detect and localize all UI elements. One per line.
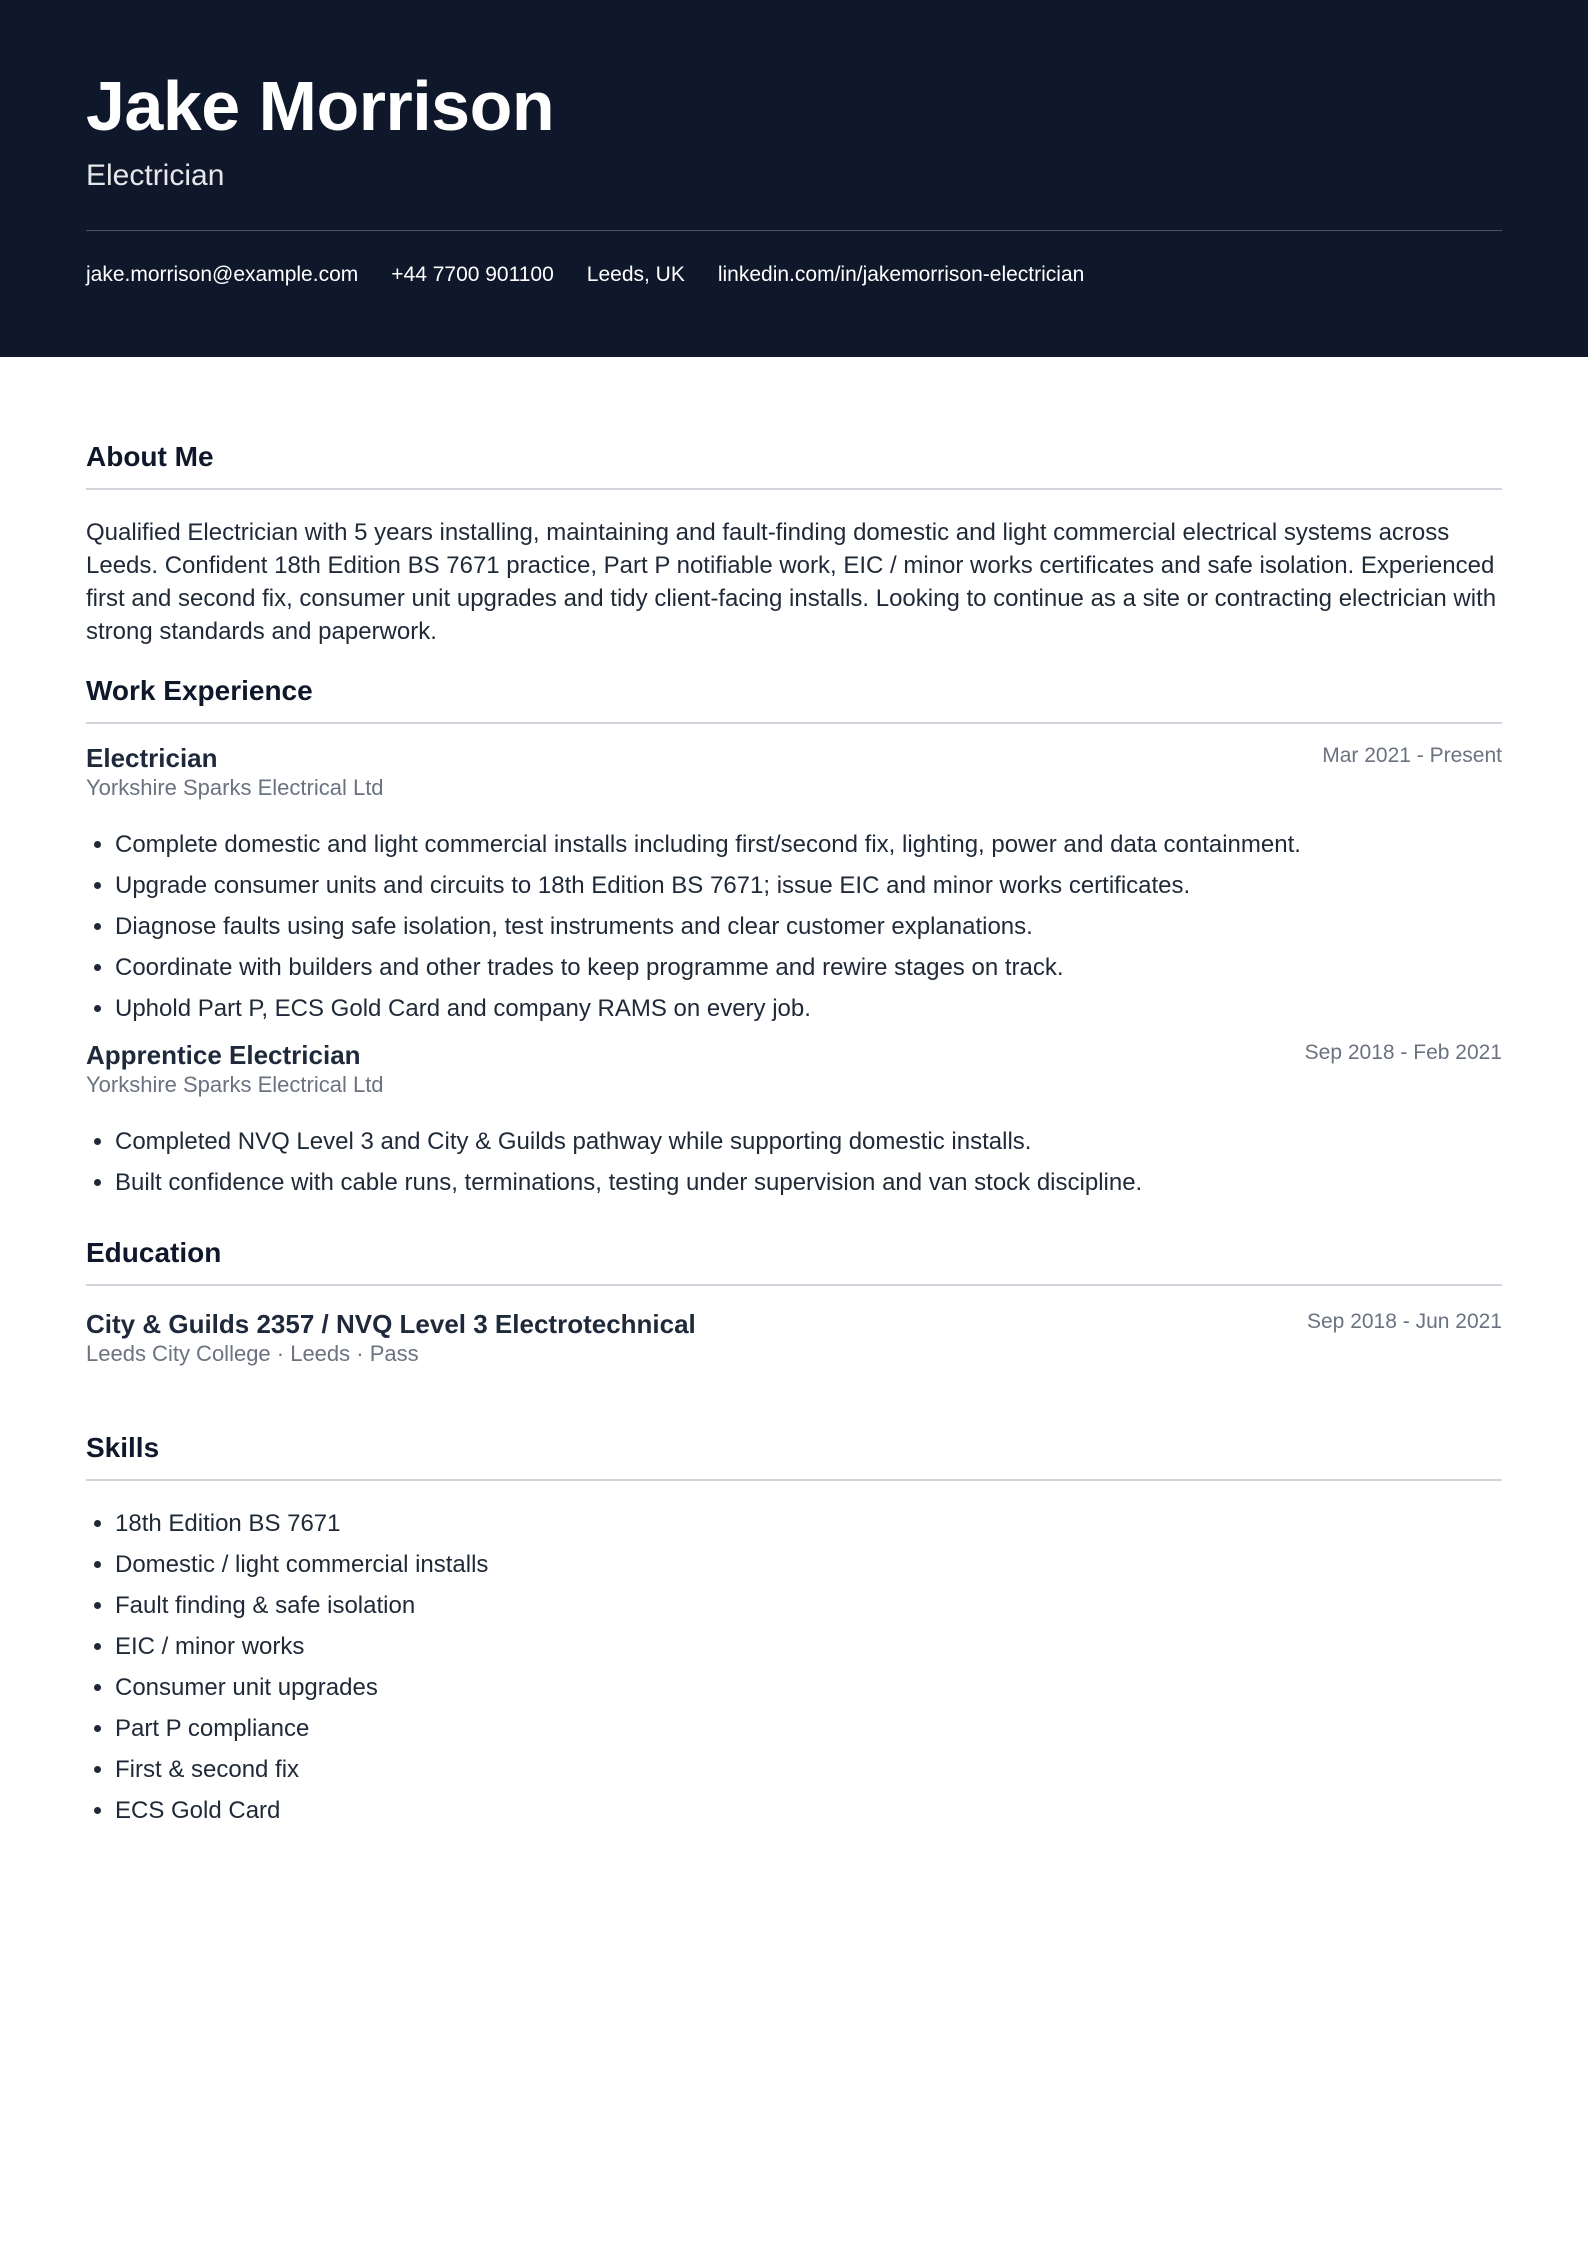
education-details: Leeds City College · Leeds · Pass [86,1341,419,1366]
skill-item: • Part P compliance [115,1708,1502,1749]
list-item: • Upgrade consumer units and circuits to 18th Edition BS 7671; issue EIC and minor works certificates. [115,865,1502,906]
header-divider [86,230,1502,231]
list-item: • Complete domestic and light commercial installs including first/second fix, lighting, power and data containment. [115,824,1502,865]
education-section [86,1235,1502,1368]
skills-section [86,1430,1502,1831]
list-item: • Coordinate with builders and other trades to keep programme and rewire stages on track. [115,947,1502,988]
skill-item: • 18th Edition BS 7671 [115,1503,1502,1544]
skill-item: • Fault finding & safe isolation [115,1585,1502,1626]
list-item: • Uphold Part P, ECS Gold Card and company RAMS on every job. [115,988,1502,1029]
list-item: • Completed NVQ Level 3 and City & Guilds pathway while supporting domestic installs. [115,1121,1502,1162]
job-dates: Mar 2021 - Present [1322,744,1502,767]
contact-location: Leeds, UK [586,263,685,286]
contact-linkedin[interactable]: linkedin.com/in/jakemorrison-electrician [717,263,1085,286]
resume-body [0,357,1588,1831]
section-divider [86,1479,1502,1481]
resume-header [0,0,1588,357]
skill-item: • First & second fix [115,1749,1502,1790]
about-section [86,439,1502,648]
contact-email[interactable]: jake.morrison@example.com [86,263,359,286]
contact-phone[interactable]: +44 7700 901100 [391,263,554,286]
about-text: Qualified Electrician with 5 years installing, maintaining and fault-finding domestic and light commercial electrical systems across Leeds. Confident 18th Edition BS 7671 practice, Part P notifiable work, EIC / minor works certificates and safe isolation. Experienced first and second fix, consumer unit upgrades and tidy client-facing installs. Looking to continue as a site or contracting electrician with strong standards and paperwork. [86,519,1497,645]
skill-item: • EIC / minor works [115,1626,1502,1667]
job-company: Yorkshire Sparks Electrical Ltd [86,775,384,800]
contact-row [86,261,1502,289]
education-title: City & Guilds 2357 / NVQ Level 3 Electrotechnical [86,1309,696,1339]
candidate-title: Electrician [86,159,225,192]
skills-list [86,1503,1502,1831]
education-heading: Education [86,1237,222,1268]
section-divider [86,488,1502,490]
skills-heading: Skills [86,1432,160,1463]
work-section [86,673,1502,1203]
job-entry [86,742,1502,1029]
job-title: Apprentice Electrician [86,1040,361,1070]
job-entry [86,1039,1502,1203]
job-bullets [86,1121,1502,1203]
candidate-name: Jake Morrison [86,67,555,145]
skill-item: • Consumer unit upgrades [115,1667,1502,1708]
list-item: • Built confidence with cable runs, terminations, testing under supervision and van stock discipline. [115,1162,1502,1203]
education-dates: Sep 2018 - Jun 2021 [1307,1310,1502,1333]
education-entry [86,1308,1502,1368]
job-company: Yorkshire Sparks Electrical Ltd [86,1072,384,1097]
list-item: • Diagnose faults using safe isolation, test instruments and clear customer explanations. [115,906,1502,947]
work-heading: Work Experience [86,675,313,706]
skill-item: • Domestic / light commercial installs [115,1544,1502,1585]
skill-item: • ECS Gold Card [115,1790,1502,1831]
about-heading: About Me [86,441,214,472]
section-divider [86,722,1502,724]
job-title: Electrician [86,743,218,773]
section-divider [86,1284,1502,1286]
job-bullets [86,824,1502,1029]
job-dates: Sep 2018 - Feb 2021 [1304,1041,1502,1064]
